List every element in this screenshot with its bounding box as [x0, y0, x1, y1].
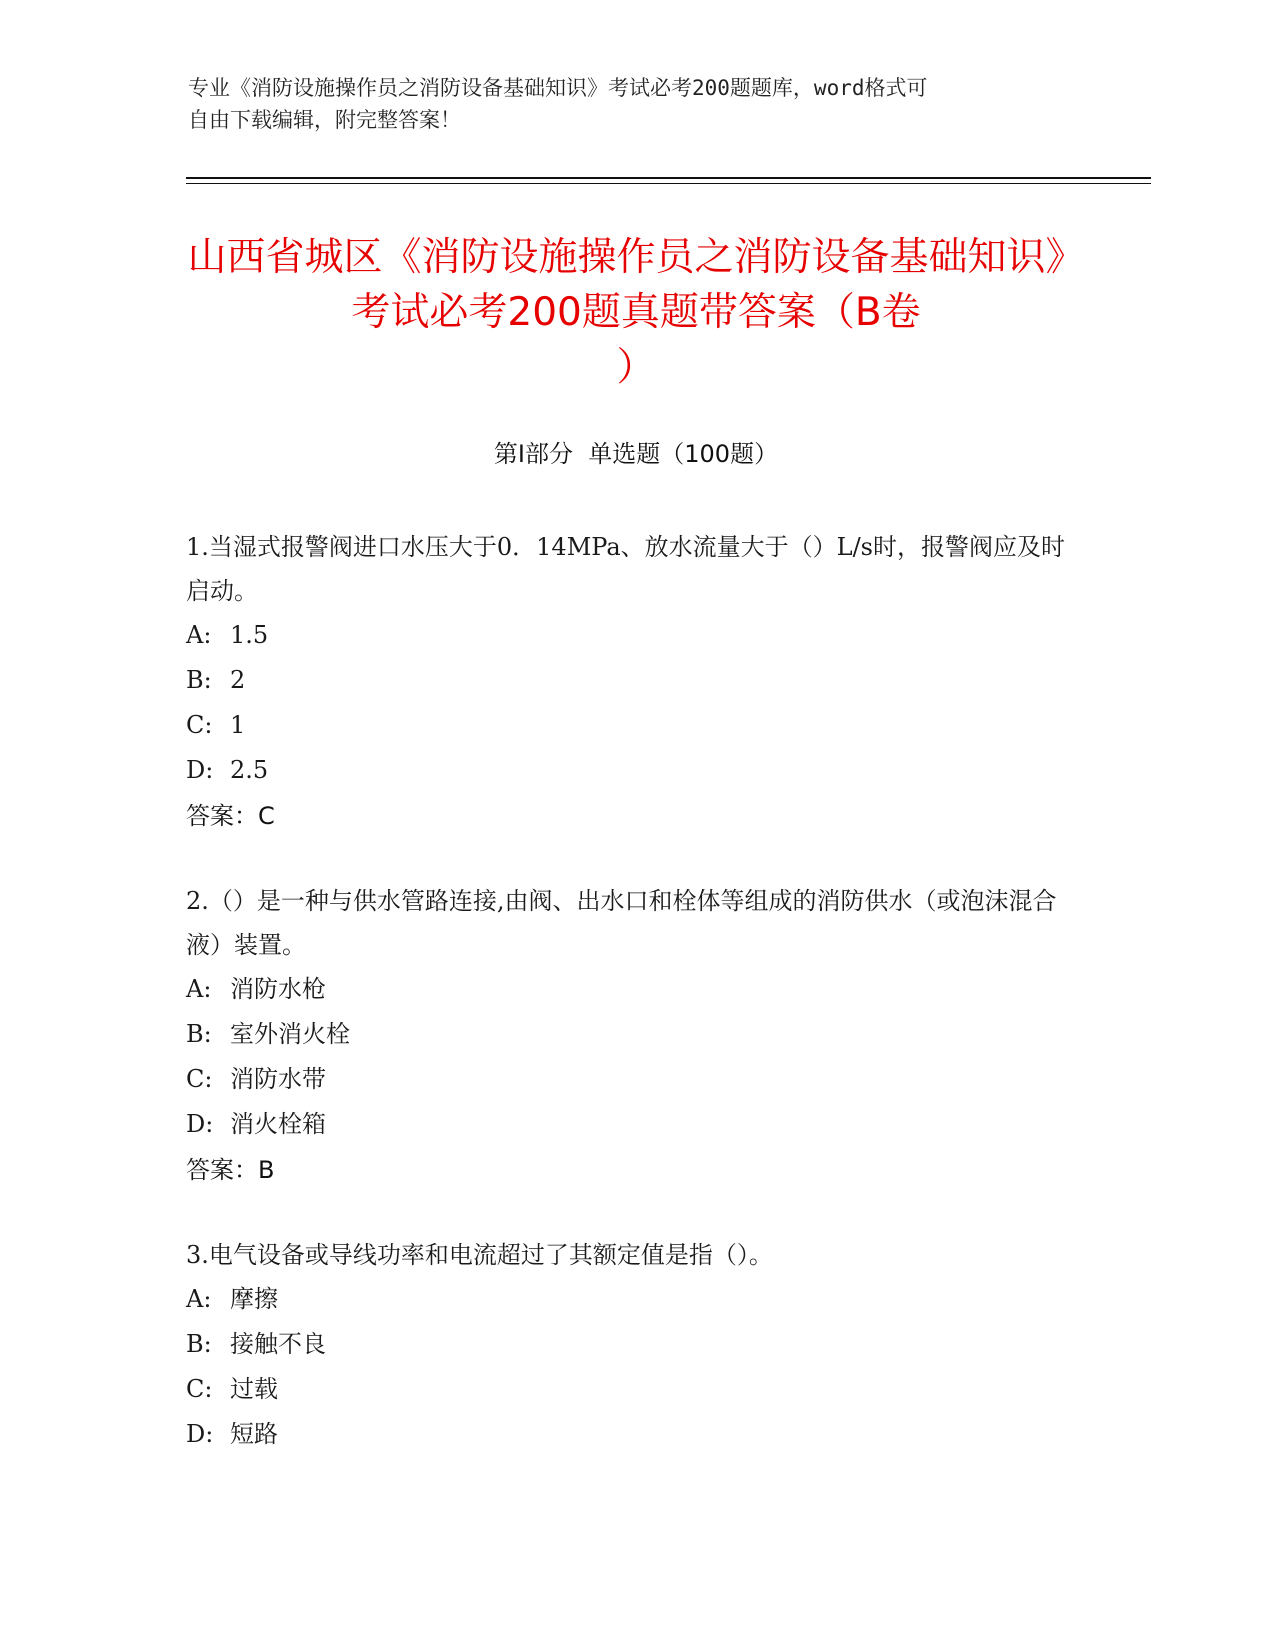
- option-text: 短路: [230, 1420, 278, 1448]
- option-label: D:: [186, 1110, 214, 1138]
- option-label: C:: [186, 711, 213, 739]
- option-text: 1: [230, 711, 246, 739]
- option-label: A:: [186, 621, 212, 649]
- option-b: [186, 1012, 1086, 1057]
- question-2: [186, 879, 1086, 1193]
- option-label: C:: [186, 1375, 213, 1403]
- answer: 答案：C: [186, 802, 275, 830]
- option-text: 消防水带: [230, 1065, 326, 1093]
- question-3: [186, 1233, 1086, 1457]
- question-text: 1.当湿式报警阀进口水压大于0．14MPa、放水流量大于（）L/s时，报警阀应及时启动。: [186, 533, 1065, 605]
- option-label: D:: [186, 756, 214, 784]
- option-text: 摩擦: [230, 1285, 278, 1313]
- option-text: 消火栓箱: [230, 1110, 326, 1138]
- option-text: 过载: [230, 1375, 278, 1403]
- option-c: [186, 1057, 1086, 1102]
- option-b: [186, 1322, 1086, 1367]
- option-d: [186, 1412, 1086, 1457]
- option-c: [186, 1367, 1086, 1412]
- option-text: 室外消火栓: [230, 1020, 350, 1048]
- option-d: [186, 748, 1086, 793]
- option-text: 2.5: [230, 756, 269, 784]
- option-label: D:: [186, 1420, 214, 1448]
- answer: 答案：B: [186, 1156, 275, 1184]
- option-a: [186, 967, 1086, 1012]
- option-label: A:: [186, 975, 212, 1003]
- header-rule-thin: [186, 183, 1151, 184]
- option-text: 1.5: [230, 621, 269, 649]
- option-a: [186, 1277, 1086, 1322]
- header-note: 专业《消防设施操作员之消防设备基础知识》考试必考200题题库，word格式可 自由下载编辑，附完整答案！: [188, 76, 928, 132]
- option-d: [186, 1102, 1086, 1147]
- option-text: 接触不良: [230, 1330, 326, 1358]
- option-c: [186, 703, 1086, 748]
- document-title: 山西省城区《消防设施操作员之消防设备基础知识》考试必考200题真题带答案（B卷 ）: [187, 235, 1085, 390]
- option-text: 消防水枪: [230, 975, 326, 1003]
- option-label: C:: [186, 1065, 213, 1093]
- option-label: A:: [186, 1285, 212, 1313]
- question-1: [186, 525, 1086, 839]
- question-list: [186, 525, 1086, 1497]
- option-a: [186, 613, 1086, 658]
- option-label: B:: [186, 1330, 212, 1358]
- option-label: B:: [186, 666, 212, 694]
- question-text: 2.（）是一种与供水管路连接,由阀、出水口和栓体等组成的消防供水（或泡沫混合液）装置。: [186, 887, 1057, 959]
- option-text: 2: [230, 666, 246, 694]
- header-rule-thick: [186, 177, 1151, 179]
- section-heading: 第I部分 单选题（100题）: [493, 440, 779, 468]
- option-label: B:: [186, 1020, 212, 1048]
- option-b: [186, 658, 1086, 703]
- question-text: 3.电气设备或导线功率和电流超过了其额定值是指（）。: [186, 1241, 773, 1269]
